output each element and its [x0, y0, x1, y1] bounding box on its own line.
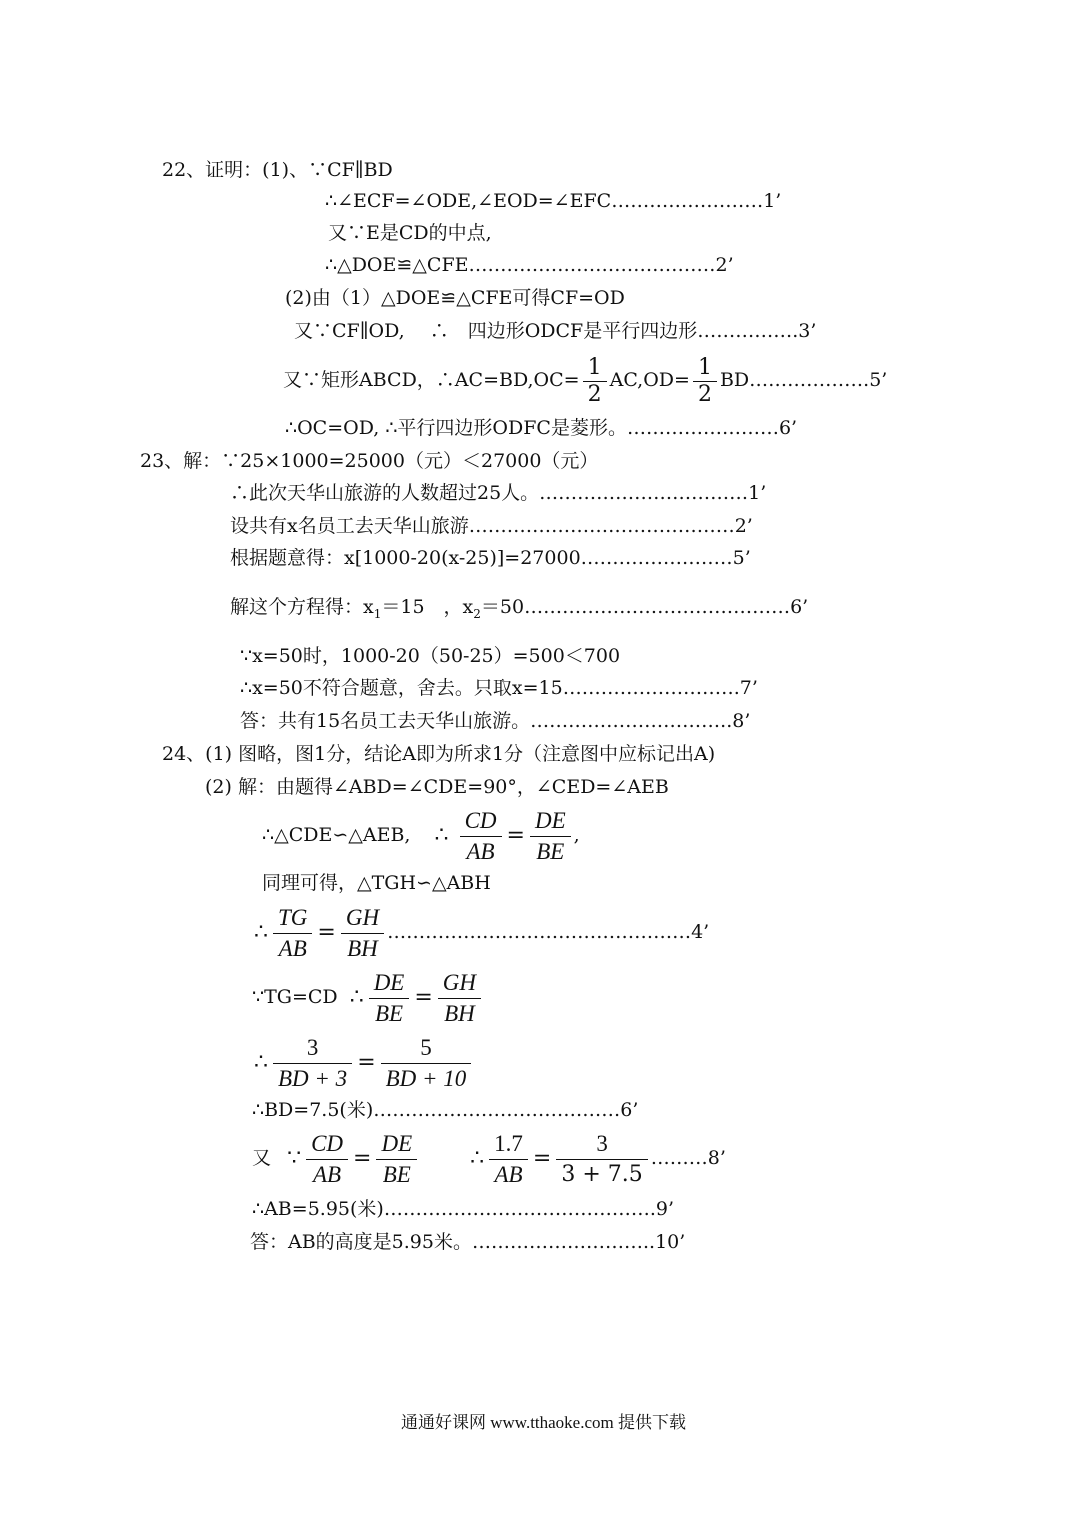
q23-line-3: 设共有x名员工去天华山旅游……………………………………2’: [230, 515, 753, 537]
therefore-symbol: ∴: [254, 920, 268, 945]
equals-sign: =: [317, 920, 336, 945]
q23-line-8: 答：共有15名员工去天华山旅游。…………………………..8’: [240, 710, 751, 732]
q24-line-10: ∴AB=5.95(米)…………………………………….9’: [252, 1198, 674, 1220]
q22-line-2: ∴∠ECF=∠ODE,∠EOD=∠EFC……………………1’: [325, 190, 782, 212]
equals-sign: =: [353, 1146, 372, 1171]
fraction-cd-ab: [306, 1129, 348, 1190]
equals-sign: =: [532, 1146, 552, 1171]
q22-line-4: ∴△DOE≌△CFE…………………………………2’: [325, 254, 734, 276]
fraction-num: 3: [556, 1129, 647, 1160]
q24-line-6-a: ∵TG=CD: [252, 986, 338, 1008]
q23-line-5-a: 解这个方程得：x: [230, 596, 374, 618]
equals-sign: =: [414, 985, 433, 1010]
fraction-den: BD + 10: [385, 1065, 467, 1091]
q22-line-7-c: BD……………….5’: [719, 369, 888, 391]
q22-line-7-a: 又∵矩形ABCD，∴AC=BD,OC=: [283, 369, 580, 391]
fraction-17-over-ab: [489, 1129, 528, 1190]
q24-line-3: [262, 803, 580, 868]
equals-sign: =: [506, 823, 525, 848]
q24-line-8: ∴BD=7.5(米)…………………………………6’: [252, 1099, 639, 1121]
fraction-num: 5: [381, 1033, 472, 1064]
q22-line-7: [283, 350, 887, 410]
fraction-de-be: [376, 1129, 417, 1190]
fraction-den: BD + 3: [278, 1065, 348, 1091]
fraction-num: CD: [460, 806, 502, 837]
q24-line-4: 同理可得，△TGH∽△ABH: [262, 872, 491, 894]
fraction-den: AB: [466, 838, 495, 864]
fraction-num: 3: [273, 1033, 352, 1064]
q24-line-7: [252, 1030, 474, 1095]
fraction-half-2: [693, 355, 717, 408]
fraction-num: GH: [341, 903, 384, 934]
q23-line-6: ∵x=50时，1000-20（50-25）=500＜700: [240, 645, 621, 667]
fraction-num: TG: [273, 903, 312, 934]
q22-line-5: (2)由（1）△DOE≌△CFE可得CF=OD: [285, 287, 625, 309]
fraction-gh-bh: [438, 968, 481, 1029]
therefore-symbol: ∴: [349, 985, 364, 1010]
fraction-den: 2: [587, 381, 602, 407]
subscript-2: 2: [473, 606, 481, 621]
fraction-3-over-sum: [556, 1129, 647, 1190]
q22-line-6: 又∵CF∥OD, ∴ 四边形ODCF是平行四边形…………….3’: [294, 320, 817, 342]
fraction-num: 1.7: [489, 1129, 528, 1160]
equals-sign: =: [357, 1050, 376, 1075]
q23-line-4: 根据题意得：x[1000-20(x-25)]=27000……………………5’: [230, 547, 751, 569]
fraction-den: BE: [382, 1161, 411, 1187]
fraction-num: GH: [438, 968, 481, 999]
q24-line-5-dots: …………………………………………4’: [387, 921, 710, 943]
q23-line-7: ∴x=50不符合题意，舍去。只取x=15……………………….7’: [240, 677, 758, 699]
therefore-symbol: ∴: [434, 823, 449, 848]
fraction-half-1: [583, 355, 607, 408]
q24-line-2: (2) 解：由题得∠ABD=∠CDE=90°，∠CED=∠AEB: [205, 776, 669, 798]
q23-line-2: ∴此次天华山旅游的人数超过25人。……………………………1’: [230, 482, 767, 504]
q24-line-11: 答：AB的高度是5.95米。………………………..10’: [250, 1231, 686, 1253]
because-symbol: ∵: [287, 1146, 302, 1171]
fraction-gh-bh: [341, 903, 384, 964]
fraction-tg-ab: [273, 903, 312, 964]
fraction-3-over-bd3: [273, 1033, 352, 1094]
fraction-cd-ab: [460, 806, 502, 867]
fraction-den: AB: [494, 1161, 523, 1187]
fraction-den: 2: [697, 381, 712, 407]
q22-line-8: ∴OC=OD, ∴平行四边形ODFC是菱形。……………………6’: [285, 417, 798, 439]
fraction-num: CD: [306, 1129, 348, 1160]
fraction-den: BH: [444, 1000, 475, 1026]
q24-line-3-a: ∴△CDE∽△AEB,: [262, 824, 411, 846]
fraction-num: DE: [376, 1129, 417, 1160]
fraction-de-be: [369, 968, 410, 1029]
fraction-num: 1: [693, 355, 717, 382]
fraction-num: DE: [530, 806, 571, 837]
fraction-den: AB: [278, 935, 307, 961]
q24-line-9-dots: ………8’: [650, 1147, 726, 1169]
q24-line-5: [252, 900, 709, 965]
page-footer: 通通好课网 www.tthaoke.com 提供下载: [400, 1413, 687, 1432]
q23-line-5-b: ＝15 ，x: [381, 596, 474, 618]
fraction-den: BE: [536, 838, 565, 864]
fraction-den: BH: [347, 935, 378, 961]
fraction-5-over-bd10: [381, 1033, 472, 1094]
q24-line-9: [252, 1126, 726, 1191]
fraction-den: 3 + 7.5: [561, 1161, 643, 1187]
q23-line-5: [230, 595, 808, 626]
subscript-1: 1: [373, 606, 382, 621]
therefore-symbol: ∴: [254, 1050, 268, 1075]
fraction-den: AB: [312, 1161, 342, 1187]
fraction-num: 1: [583, 355, 607, 382]
q22-line-3: 又∵E是CD的中点,: [328, 222, 492, 244]
fraction-de-be: [530, 806, 571, 867]
comma: ,: [573, 824, 580, 846]
q22-line-1: 22、证明：(1)、∵CF∥BD: [162, 159, 393, 181]
q23-line-5-c: ＝50……………………………………6’: [480, 596, 809, 618]
q24-line-9-a: 又: [252, 1147, 272, 1169]
q23-line-1: 23、解：∵25×1000=25000（元）＜27000（元）: [140, 450, 599, 472]
fraction-den: BE: [374, 1000, 404, 1026]
q24-line-1: 24、(1) 图略，图1分，结论A即为所求1分（注意图中应标记出A): [162, 743, 716, 765]
q24-line-6: [252, 965, 484, 1030]
therefore-symbol: ∴: [470, 1146, 485, 1171]
q22-line-7-b: AC,OD=: [609, 369, 690, 391]
fraction-num: DE: [369, 968, 410, 999]
